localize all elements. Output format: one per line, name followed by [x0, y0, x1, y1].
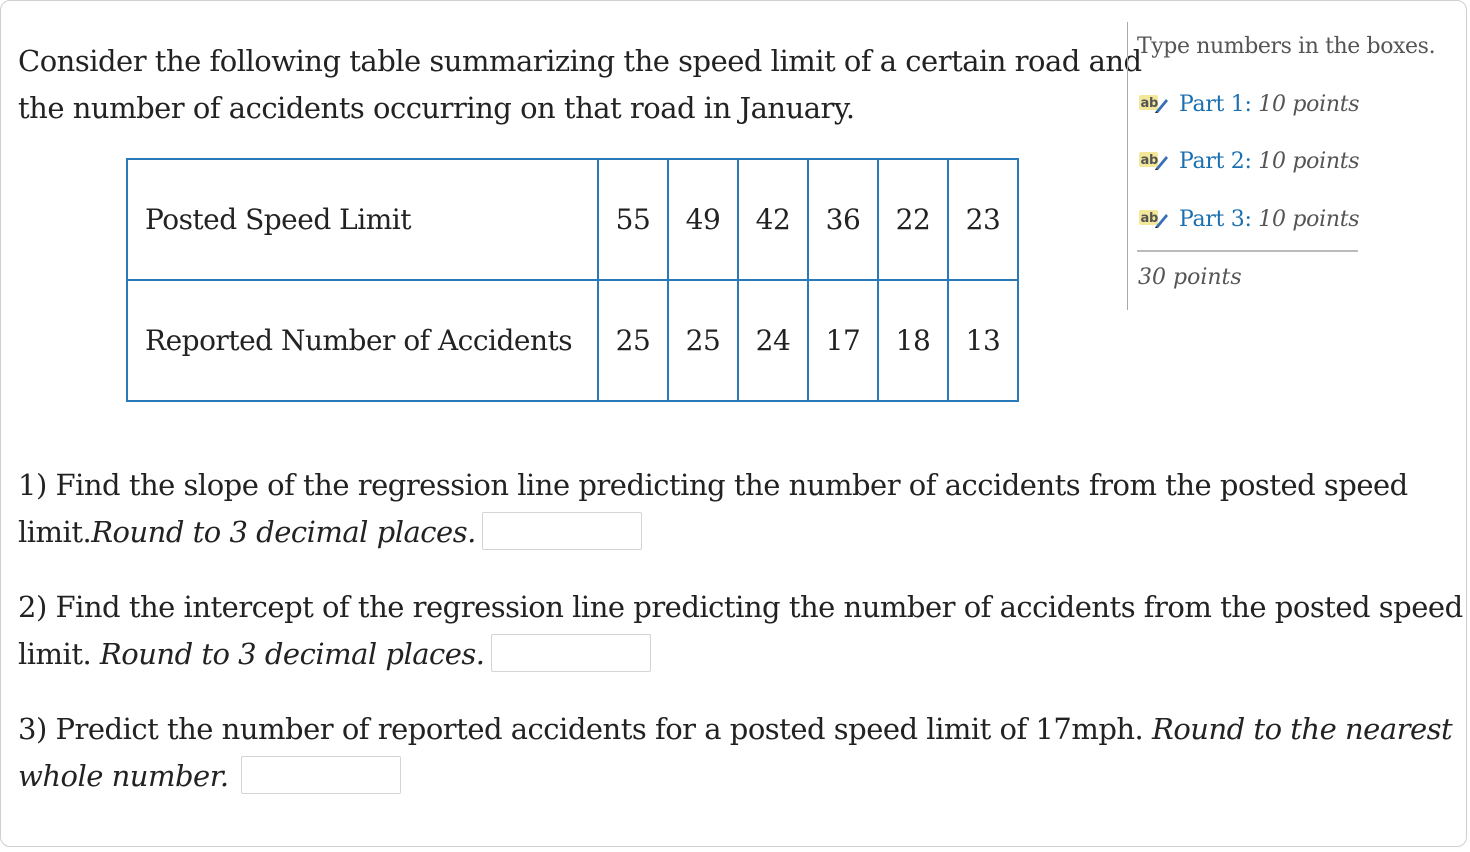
sidebar-hint: Type numbers in the boxes. — [1137, 34, 1436, 59]
ab-edit-icon — [1139, 209, 1169, 235]
problem-statement-line-2: the number of accidents occurring on that road in January. — [18, 91, 855, 125]
sidebar-item-part-1[interactable] — [1139, 92, 1359, 120]
table-row-speed-limit — [127, 159, 1018, 280]
part-points: 10 points — [1258, 92, 1360, 117]
table-cell: 36 — [808, 159, 878, 280]
problem-statement — [18, 38, 1142, 132]
svg-text:ab: ab — [1140, 153, 1158, 168]
table-cell: 42 — [738, 159, 808, 280]
table-cell: 55 — [598, 159, 668, 280]
table-cell: 25 — [668, 280, 738, 401]
sidebar-item-part-3[interactable] — [1139, 207, 1359, 235]
answer-input-slope[interactable] — [482, 512, 642, 550]
ab-edit-icon — [1139, 151, 1169, 177]
table-cell: 13 — [948, 280, 1018, 401]
question-1-line-2 — [18, 509, 1458, 556]
question-3 — [18, 706, 1458, 800]
total-points: 30 points — [1138, 265, 1242, 290]
svg-text:ab: ab — [1140, 211, 1158, 226]
question-3-instruction: Round to the nearest — [1152, 712, 1453, 746]
question-2 — [18, 584, 1463, 678]
table-cell: 17 — [808, 280, 878, 401]
question-2-instruction: Round to 3 decimal places. — [99, 637, 485, 671]
question-3-line-1 — [18, 706, 1458, 753]
answer-input-intercept[interactable] — [491, 634, 651, 672]
question-1-line-1: 1) Find the slope of the regression line predicting the number of accidents from the posted speed — [18, 468, 1408, 502]
problem-statement-line-1: Consider the following table summarizing the speed limit of a certain road and — [18, 44, 1142, 78]
sidebar-divider — [1137, 250, 1358, 252]
scoring-sidebar — [1127, 22, 1436, 310]
question-2-text: limit. — [18, 637, 100, 671]
question-1-text: limit. — [18, 515, 92, 549]
table-cell: 49 — [668, 159, 738, 280]
sidebar-item-part-2[interactable] — [1139, 149, 1359, 177]
question-3-instruction-cont: whole number. — [18, 759, 229, 793]
question-1 — [18, 462, 1458, 556]
part-label: Part 2: — [1179, 149, 1252, 174]
row-header-accidents: Reported Number of Accidents — [127, 280, 598, 401]
question-2-line-1: 2) Find the intercept of the regression line predicting the number of accidents from the posted speed — [18, 590, 1463, 624]
part-label: Part 1: — [1179, 92, 1252, 117]
part-points: 10 points — [1258, 207, 1360, 232]
data-table — [126, 158, 1019, 402]
table-cell: 23 — [948, 159, 1018, 280]
table-cell: 25 — [598, 280, 668, 401]
ab-edit-icon — [1139, 94, 1169, 120]
row-header-speed-limit: Posted Speed Limit — [127, 159, 598, 280]
table-cell: 22 — [878, 159, 948, 280]
part-points: 10 points — [1258, 149, 1360, 174]
question-3-line-2 — [18, 753, 1458, 800]
table-row-accidents — [127, 280, 1018, 401]
table-cell: 18 — [878, 280, 948, 401]
answer-input-prediction[interactable] — [241, 756, 401, 794]
question-3-text: 3) Predict the number of reported accidents for a posted speed limit of 17mph. — [18, 712, 1152, 746]
part-label: Part 3: — [1179, 207, 1252, 232]
question-2-line-2 — [18, 631, 1458, 678]
table-cell: 24 — [738, 280, 808, 401]
question-1-instruction: Round to 3 decimal places. — [91, 515, 476, 549]
svg-text:ab: ab — [1140, 96, 1158, 111]
